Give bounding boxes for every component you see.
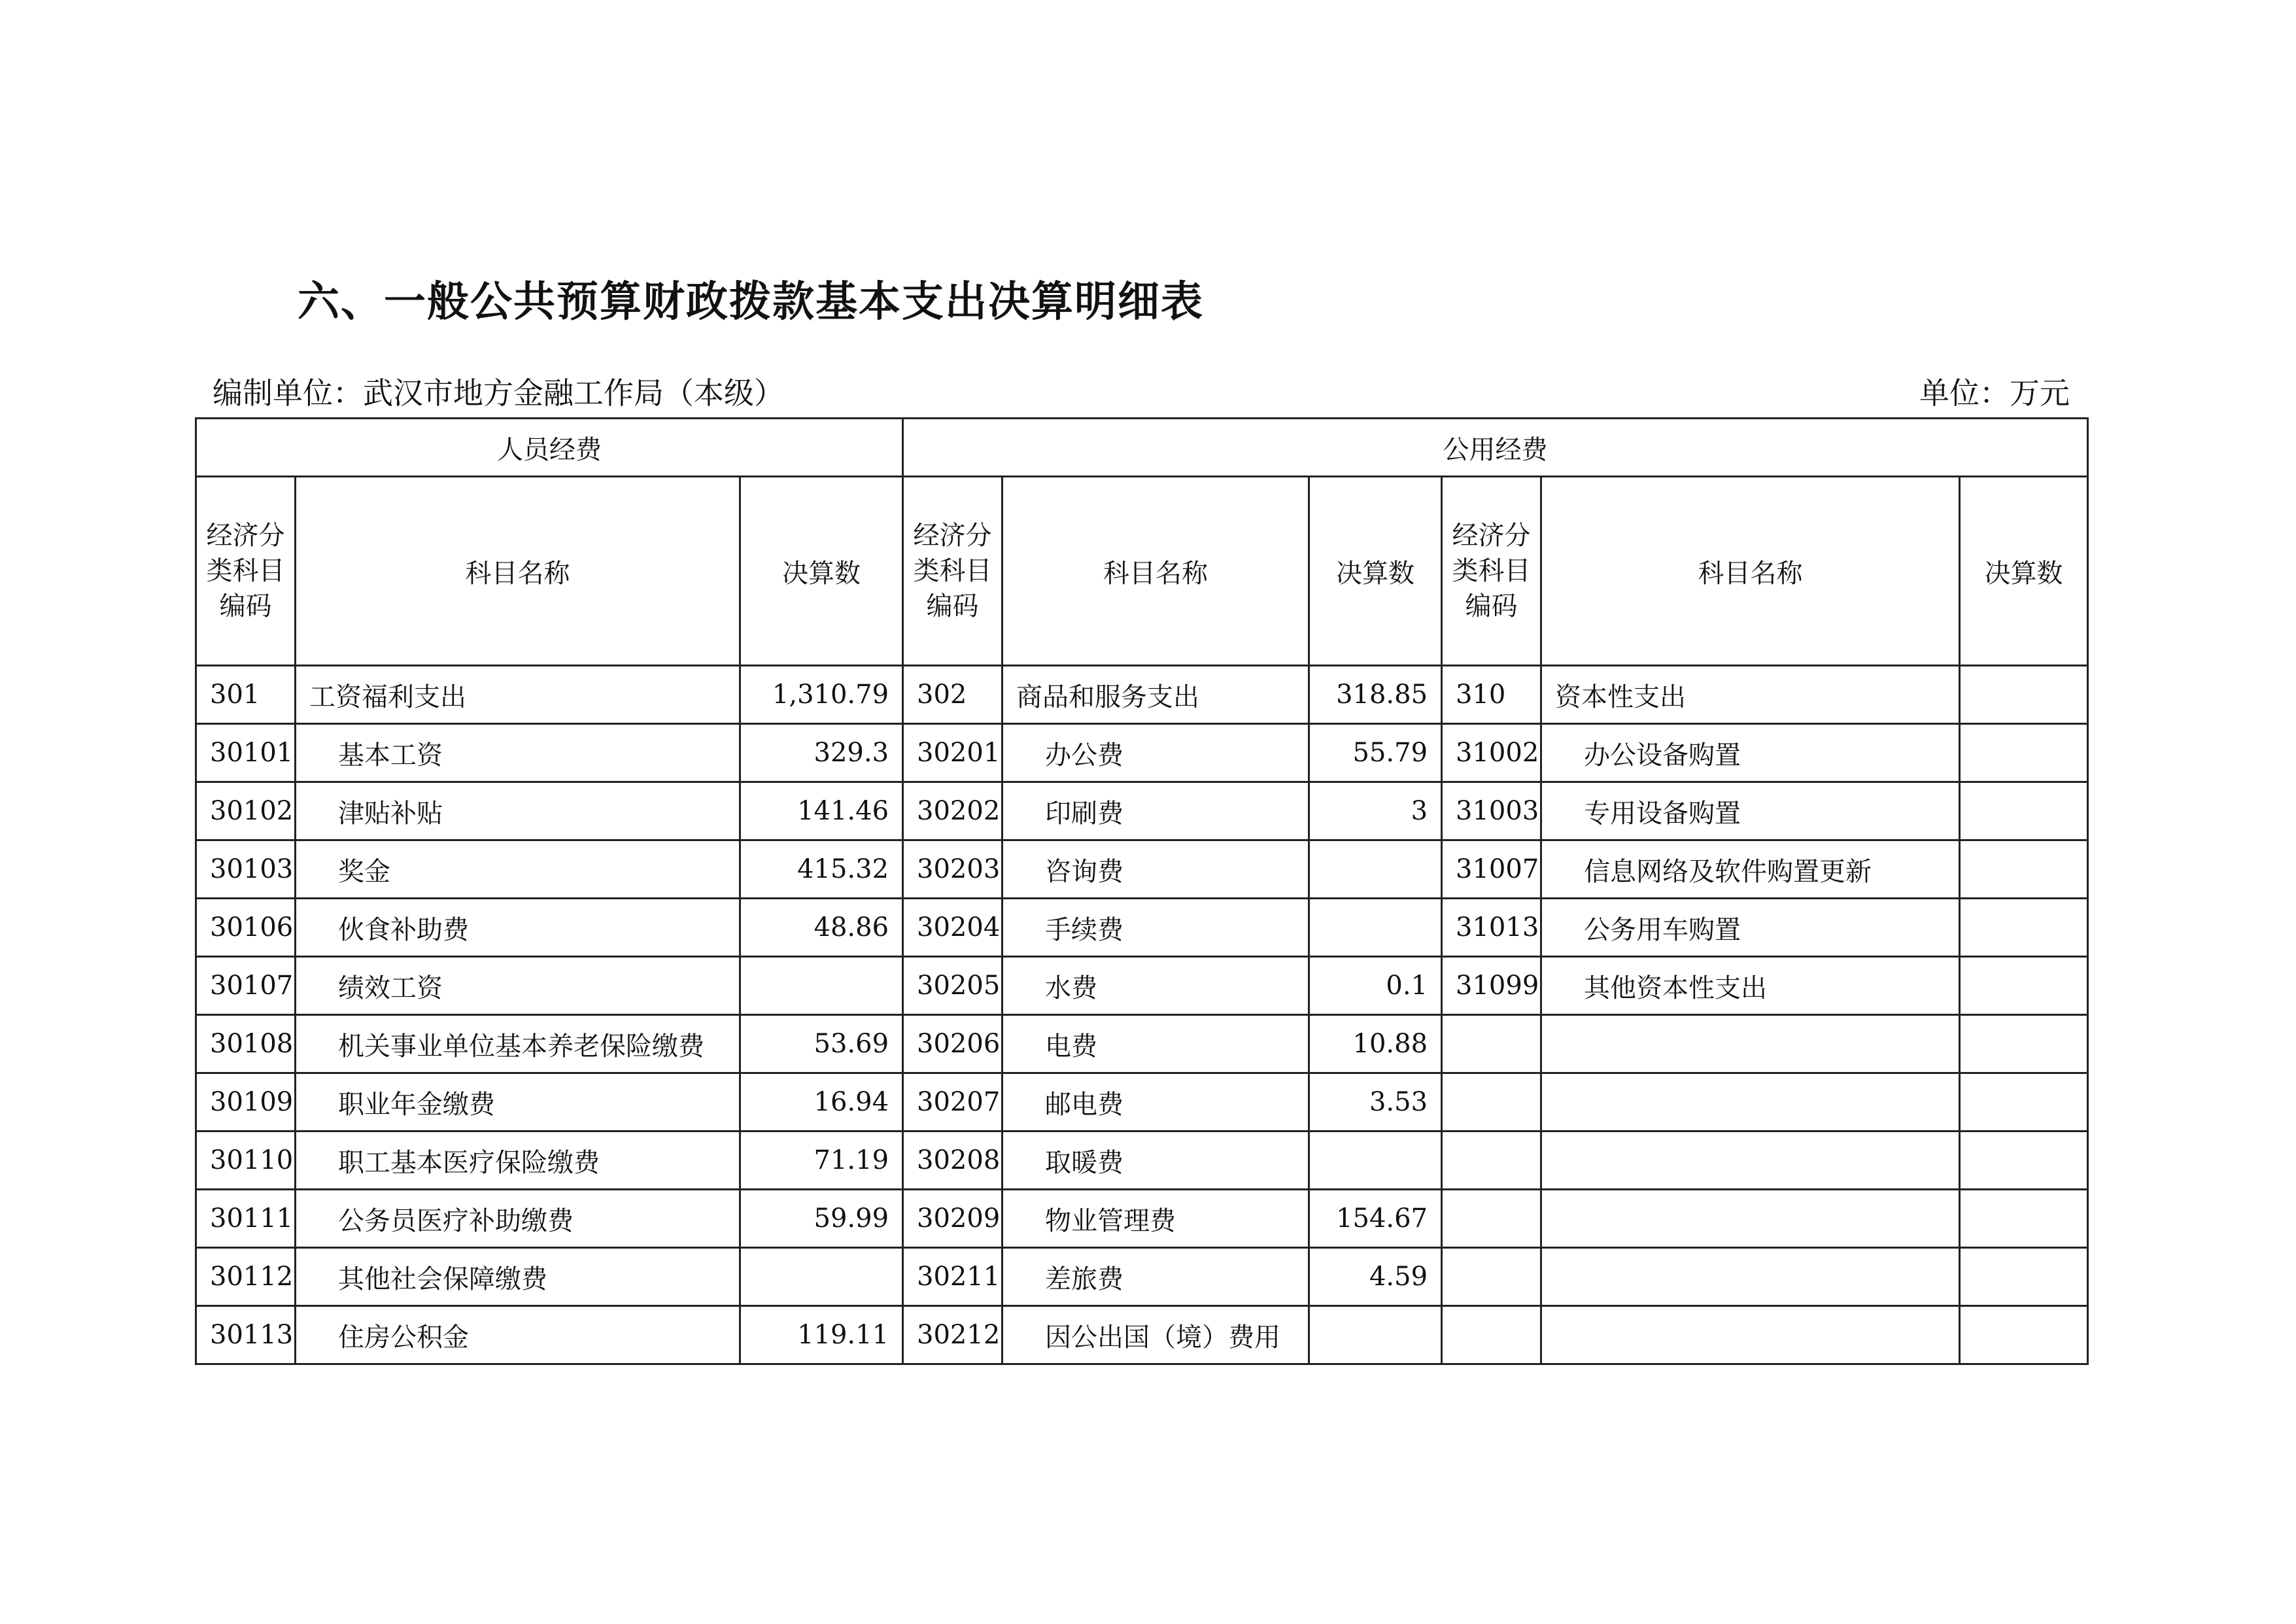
public-amount-cell: 4.59	[1309, 1248, 1442, 1306]
public-name-cell: 办公费	[1002, 724, 1309, 782]
capital-code-cell: 310	[1442, 666, 1541, 724]
personnel-code-cell: 30112	[196, 1248, 296, 1306]
capital-name-cell	[1541, 1306, 1960, 1364]
public-name-cell: 邮电费	[1002, 1073, 1309, 1132]
capital-name-cell	[1541, 1015, 1960, 1073]
budget-table	[195, 417, 2089, 1365]
public-amount-cell: 55.79	[1309, 724, 1442, 782]
public-code-cell: 302	[903, 666, 1002, 724]
capital-amount-cell	[1960, 782, 2088, 840]
section-header-row	[196, 419, 2088, 477]
personnel-amount-cell: 141.46	[740, 782, 903, 840]
personnel-code-cell: 30107	[196, 957, 296, 1015]
personnel-amount-cell: 119.11	[740, 1306, 903, 1364]
capital-amount-cell	[1960, 1073, 2088, 1132]
table-row	[196, 724, 2088, 782]
personnel-name-cell: 基本工资	[296, 724, 740, 782]
public-amount-cell: 0.1	[1309, 957, 1442, 1015]
personnel-amount-cell: 59.99	[740, 1190, 903, 1248]
personnel-code-cell: 301	[196, 666, 296, 724]
capital-amount-cell	[1960, 899, 2088, 957]
amount-column-header: 决算数	[1960, 477, 2088, 666]
public-code-cell: 30212	[903, 1306, 1002, 1364]
public-amount-cell	[1309, 899, 1442, 957]
public-name-cell: 物业管理费	[1002, 1190, 1309, 1248]
table-row	[196, 782, 2088, 840]
currency-unit: 单位：万元	[1919, 375, 2070, 411]
name-column-header: 科目名称	[1541, 477, 1960, 666]
capital-code-cell: 31002	[1442, 724, 1541, 782]
page-title: 六、一般公共预算财政拨款基本支出决算明细表	[298, 278, 1204, 326]
table-row	[196, 1190, 2088, 1248]
public-name-cell: 因公出国（境）费用	[1002, 1306, 1309, 1364]
personnel-code-cell: 30110	[196, 1132, 296, 1190]
personnel-code-cell: 30103	[196, 840, 296, 899]
capital-code-cell: 31099	[1442, 957, 1541, 1015]
amount-column-header: 决算数	[1309, 477, 1442, 666]
capital-amount-cell	[1960, 724, 2088, 782]
personnel-code-cell: 30111	[196, 1190, 296, 1248]
code-column-header: 经济分类科目编码	[1442, 477, 1541, 666]
capital-amount-cell	[1960, 840, 2088, 899]
personnel-code-cell: 30108	[196, 1015, 296, 1073]
code-column-header: 经济分类科目编码	[903, 477, 1002, 666]
capital-code-cell	[1442, 1132, 1541, 1190]
amount-column-header: 决算数	[740, 477, 903, 666]
capital-name-cell	[1541, 1132, 1960, 1190]
table-row	[196, 666, 2088, 724]
personnel-name-cell: 伙食补助费	[296, 899, 740, 957]
capital-name-cell: 资本性支出	[1541, 666, 1960, 724]
capital-code-cell: 31013	[1442, 899, 1541, 957]
personnel-name-cell: 其他社会保障缴费	[296, 1248, 740, 1306]
personnel-code-cell: 30101	[196, 724, 296, 782]
public-code-cell: 30203	[903, 840, 1002, 899]
personnel-name-cell: 机关事业单位基本养老保险缴费	[296, 1015, 740, 1073]
personnel-code-cell: 30102	[196, 782, 296, 840]
public-code-cell: 30202	[903, 782, 1002, 840]
capital-amount-cell	[1960, 666, 2088, 724]
personnel-name-cell: 奖金	[296, 840, 740, 899]
personnel-amount-cell	[740, 1248, 903, 1306]
capital-code-cell	[1442, 1248, 1541, 1306]
personnel-code-cell: 30113	[196, 1306, 296, 1364]
table-row	[196, 1015, 2088, 1073]
public-amount-cell: 3.53	[1309, 1073, 1442, 1132]
public-section-header: 公用经费	[903, 419, 2088, 477]
capital-amount-cell	[1960, 1306, 2088, 1364]
personnel-amount-cell: 71.19	[740, 1132, 903, 1190]
table-row	[196, 1306, 2088, 1364]
capital-name-cell: 其他资本性支出	[1541, 957, 1960, 1015]
capital-name-cell	[1541, 1248, 1960, 1306]
public-code-cell: 30211	[903, 1248, 1002, 1306]
capital-code-cell	[1442, 1073, 1541, 1132]
capital-amount-cell	[1960, 957, 2088, 1015]
public-amount-cell: 3	[1309, 782, 1442, 840]
public-name-cell: 电费	[1002, 1015, 1309, 1073]
public-amount-cell: 10.88	[1309, 1015, 1442, 1073]
personnel-amount-cell: 415.32	[740, 840, 903, 899]
table-row	[196, 899, 2088, 957]
table-row	[196, 957, 2088, 1015]
public-name-cell: 咨询费	[1002, 840, 1309, 899]
capital-code-cell	[1442, 1015, 1541, 1073]
public-name-cell: 水费	[1002, 957, 1309, 1015]
reporting-unit: 编制单位：武汉市地方金融工作局（本级）	[213, 375, 784, 411]
capital-amount-cell	[1960, 1132, 2088, 1190]
public-code-cell: 30201	[903, 724, 1002, 782]
capital-amount-cell	[1960, 1190, 2088, 1248]
personnel-name-cell: 职业年金缴费	[296, 1073, 740, 1132]
code-column-header: 经济分类科目编码	[196, 477, 296, 666]
capital-name-cell	[1541, 1073, 1960, 1132]
table-row	[196, 1073, 2088, 1132]
personnel-name-cell: 住房公积金	[296, 1306, 740, 1364]
capital-amount-cell	[1960, 1248, 2088, 1306]
capital-code-cell	[1442, 1190, 1541, 1248]
personnel-section-header: 人员经费	[196, 419, 903, 477]
name-column-header: 科目名称	[296, 477, 740, 666]
personnel-name-cell: 工资福利支出	[296, 666, 740, 724]
public-code-cell: 30209	[903, 1190, 1002, 1248]
public-name-cell: 印刷费	[1002, 782, 1309, 840]
public-amount-cell	[1309, 840, 1442, 899]
personnel-name-cell: 职工基本医疗保险缴费	[296, 1132, 740, 1190]
personnel-name-cell: 绩效工资	[296, 957, 740, 1015]
table-row	[196, 840, 2088, 899]
public-name-cell: 商品和服务支出	[1002, 666, 1309, 724]
capital-code-cell	[1442, 1306, 1541, 1364]
capital-name-cell	[1541, 1190, 1960, 1248]
public-name-cell: 手续费	[1002, 899, 1309, 957]
table-row	[196, 1132, 2088, 1190]
capital-name-cell: 专用设备购置	[1541, 782, 1960, 840]
public-amount-cell: 154.67	[1309, 1190, 1442, 1248]
table-row	[196, 1248, 2088, 1306]
personnel-name-cell: 津贴补贴	[296, 782, 740, 840]
capital-code-cell: 31007	[1442, 840, 1541, 899]
public-amount-cell	[1309, 1306, 1442, 1364]
public-code-cell: 30207	[903, 1073, 1002, 1132]
personnel-amount-cell: 48.86	[740, 899, 903, 957]
personnel-code-cell: 30109	[196, 1073, 296, 1132]
capital-code-cell: 31003	[1442, 782, 1541, 840]
public-name-cell: 取暖费	[1002, 1132, 1309, 1190]
capital-name-cell: 办公设备购置	[1541, 724, 1960, 782]
column-header-row	[196, 477, 2088, 666]
personnel-name-cell: 公务员医疗补助缴费	[296, 1190, 740, 1248]
public-amount-cell	[1309, 1132, 1442, 1190]
public-amount-cell: 318.85	[1309, 666, 1442, 724]
personnel-amount-cell: 53.69	[740, 1015, 903, 1073]
personnel-amount-cell: 329.3	[740, 724, 903, 782]
public-code-cell: 30205	[903, 957, 1002, 1015]
public-code-cell: 30208	[903, 1132, 1002, 1190]
personnel-amount-cell: 16.94	[740, 1073, 903, 1132]
name-column-header: 科目名称	[1002, 477, 1309, 666]
public-code-cell: 30206	[903, 1015, 1002, 1073]
capital-name-cell: 公务用车购置	[1541, 899, 1960, 957]
capital-name-cell: 信息网络及软件购置更新	[1541, 840, 1960, 899]
public-code-cell: 30204	[903, 899, 1002, 957]
personnel-code-cell: 30106	[196, 899, 296, 957]
capital-amount-cell	[1960, 1015, 2088, 1073]
public-name-cell: 差旅费	[1002, 1248, 1309, 1306]
personnel-amount-cell	[740, 957, 903, 1015]
personnel-amount-cell: 1,310.79	[740, 666, 903, 724]
